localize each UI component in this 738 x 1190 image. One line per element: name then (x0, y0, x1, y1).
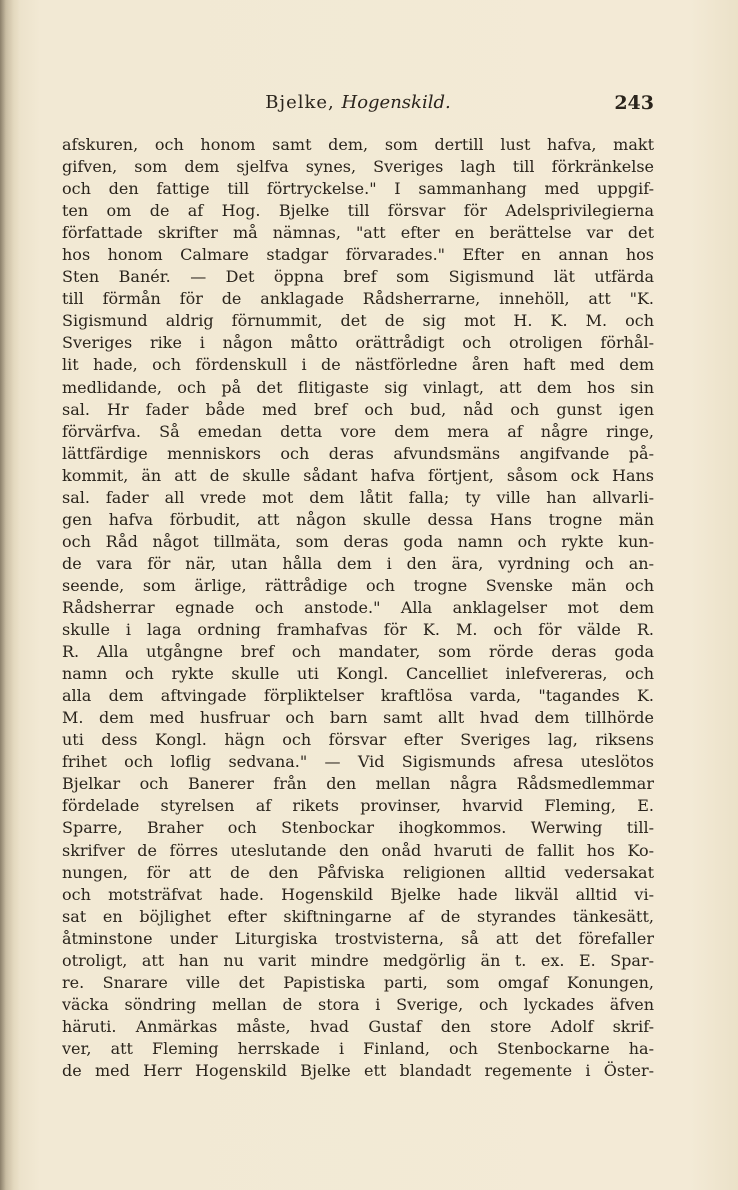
text-line: till förmån för de anklagade Rådsherrarne, innehöll, att "K. (62, 289, 654, 309)
text-line: Bjelkar och Banerer från den mellan några Rådsmedlemmar (62, 774, 654, 794)
text-line: sal. fader all vrede mot dem låtit falla; ty ville han allvarli- (62, 487, 654, 507)
text-line: och motsträfvat hade. Hogenskild Bjelke hade likväl alltid vi- (62, 884, 654, 904)
text-line: seende, som ärlige, rättrådige och trogne Svenske män och (62, 575, 654, 595)
text-line: medlidande, och på det flitigaste sig vinlagt, att dem hos sin (62, 377, 654, 397)
text-line: sat en böjlighet efter skiftningarne af de styrandes tänkesätt, (62, 906, 654, 926)
text-line: och den fattige till förtryckelse." I sammanhang med uppgif- (62, 179, 654, 199)
text-line: ten om de af Hog. Bjelke till försvar för Adelsprivilegierna (62, 201, 654, 221)
body-text (62, 134, 654, 1082)
text-line: Rådsherrar egnade och anstode." Alla anklagelser mot dem (62, 597, 654, 617)
text-line: Sparre, Braher och Stenbockar ihogkommos. Werwing till- (62, 818, 654, 838)
running-head (62, 92, 654, 122)
text-line: gen hafva förbudit, att någon skulle dessa Hans trogne män (62, 509, 654, 529)
text-line: otroligt, att han nu varit mindre medgörlig än t. ex. E. Spar- (62, 950, 654, 970)
text-line: alla dem aftvingade förpliktelser kraftlösa varda, "tagandes K. (62, 686, 654, 706)
text-line: häruti. Anmärkas måste, hvad Gustaf den store Adolf skrif- (62, 1016, 654, 1036)
text-line: Sveriges rike i någon måtto orättrådigt och otroligen förhål- (62, 333, 654, 353)
text-line: och Råd något tillmäta, som deras goda namn och rykte kun- (62, 531, 654, 551)
running-head-title (62, 92, 654, 113)
text-line: väcka söndring mellan de stora i Sverige, och lyckades äfven (62, 994, 654, 1014)
text-line: ver, att Fleming herrskade i Finland, och Stenbockarne ha- (62, 1038, 654, 1058)
text-line: fördelade styrelsen af rikets provinser, hvarvid Fleming, E. (62, 796, 654, 816)
text-line: hos honom Calmare stadgar förvarades." Efter en annan hos (62, 245, 654, 265)
text-line: namn och rykte skulle uti Kongl. Cancelliet inlefvereras, och (62, 664, 654, 684)
text-line: de vara för när, utan hålla dem i den ära, vyrdning och an- (62, 553, 654, 573)
text-line: Sigismund aldrig förnummit, det de sig mot H. K. M. och (62, 311, 654, 331)
text-line: uti dess Kongl. hägn och försvar efter Sveriges lag, riksens (62, 730, 654, 750)
text-line: lit hade, och fördenskull i de nästförledne åren haft med dem (62, 355, 654, 375)
text-line: kommit, än att de skulle sådant hafva förtjent, såsom ock Hans (62, 465, 654, 485)
text-line: de med Herr Hogenskild Bjelke ett blandadt regemente i Öster- (62, 1060, 654, 1080)
page-binding-shadow (0, 0, 20, 1190)
text-line: skrifver de förres uteslutande den onåd hvaruti de fallit hos Ko- (62, 840, 654, 860)
text-line: re. Snarare ville det Papistiska parti, som omgaf Konungen, (62, 972, 654, 992)
text-line: R. Alla utgångne bref och mandater, som rörde deras goda (62, 642, 654, 662)
running-head-name: Bjelke, (265, 92, 335, 113)
running-head-given-name: Hogenskild. (341, 92, 451, 113)
text-line: M. dem med husfruar och barn samt allt hvad dem tillhörde (62, 708, 654, 728)
text-line: lättfärdige menniskors och deras afvundsmäns angifvande på- (62, 443, 654, 463)
text-line: åtminstone under Liturgiska trostvisterna, så att det förefaller (62, 928, 654, 948)
text-line: förvärfva. Så emedan detta vore dem mera af någre ringe, (62, 421, 654, 441)
text-line: gifven, som dem sjelfva synes, Sveriges lagh till förkränkelse (62, 157, 654, 177)
text-line: Sten Banér. — Det öppna bref som Sigismund lät utfärda (62, 267, 654, 287)
text-line: skulle i laga ordning framhafvas för K. M. och för välde R. (62, 620, 654, 640)
text-line: författade skrifter må nämnas, "att efter en berättelse var det (62, 223, 654, 243)
page-number: 243 (614, 92, 654, 114)
text-line: frihet och loflig sedvana." — Vid Sigismunds afresa uteslötos (62, 752, 654, 772)
text-line: sal. Hr fader både med bref och bud, nåd och gunst igen (62, 399, 654, 419)
text-line: afskuren, och honom samt dem, som dertill lust hafva, makt (62, 135, 654, 154)
text-line: nungen, för att de den Påfviska religionen alltid vedersakat (62, 862, 654, 882)
